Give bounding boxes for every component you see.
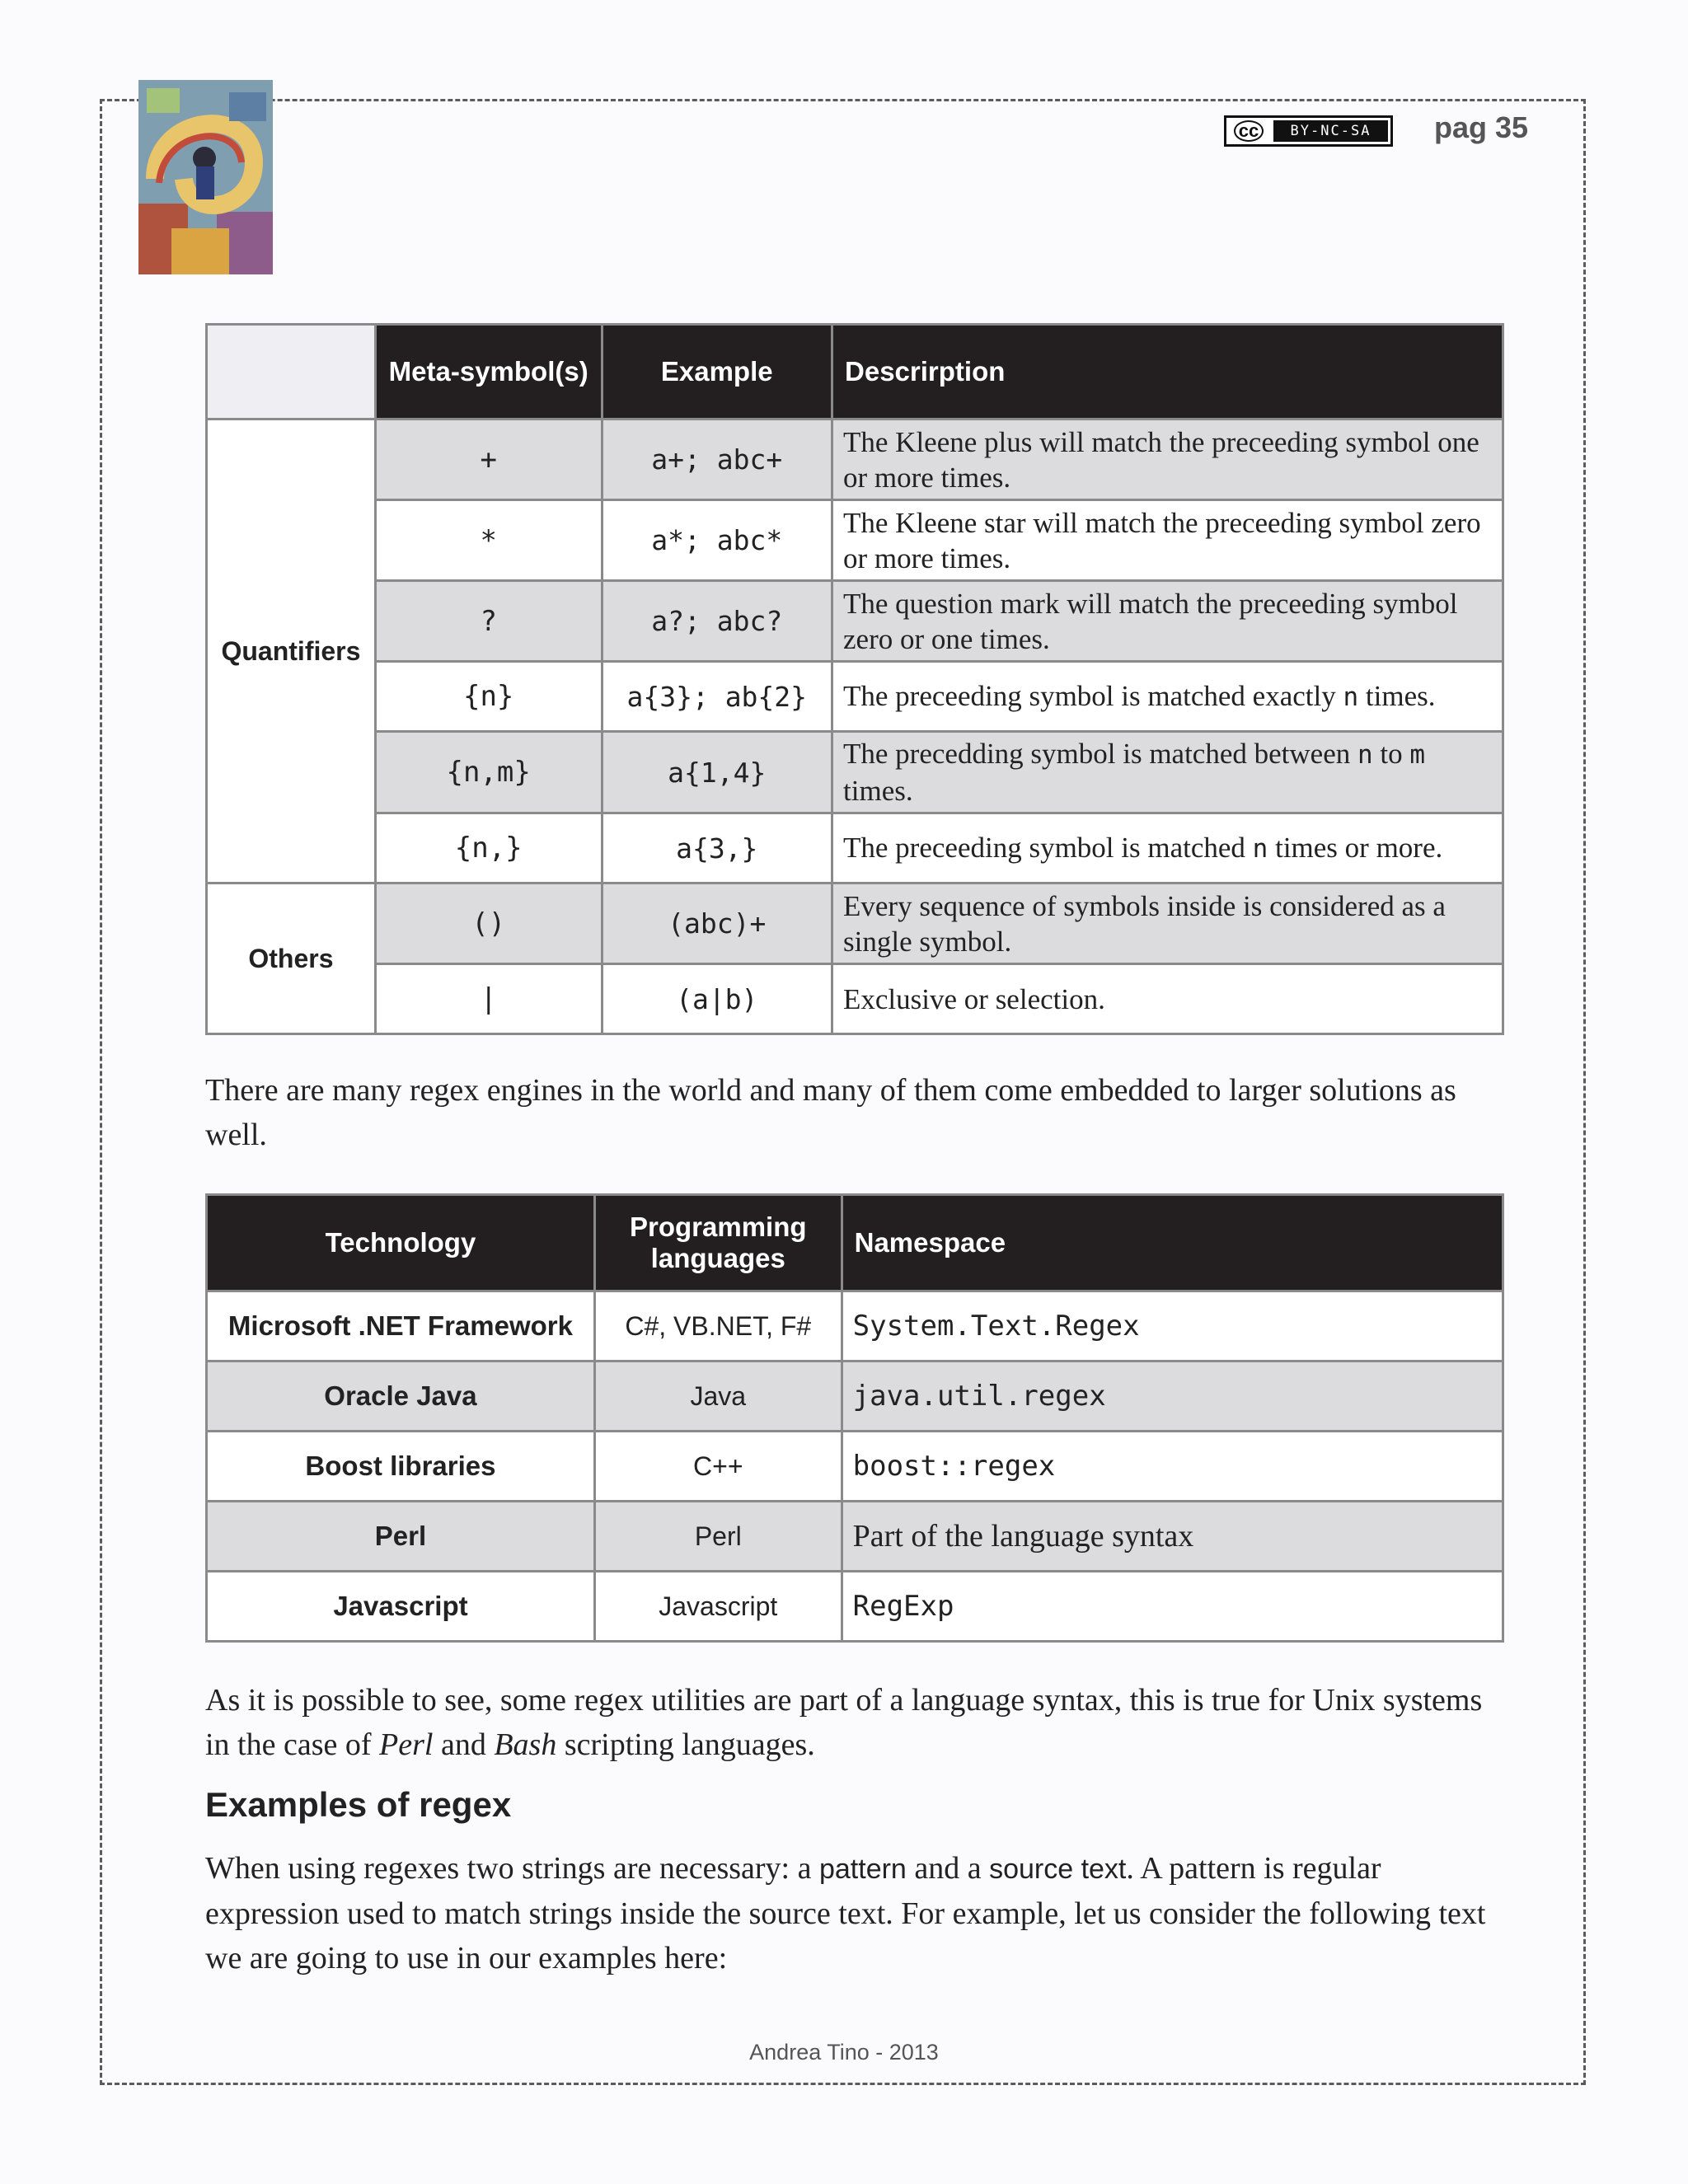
- namespace-cell: Part of the language syntax: [842, 1502, 1503, 1572]
- table-row: [207, 1572, 1503, 1642]
- symbol-cell: (): [375, 883, 602, 964]
- technology-cell: Perl: [207, 1502, 595, 1572]
- example-cell: a?; abc?: [602, 581, 832, 662]
- table-row: [207, 964, 1503, 1034]
- table-header-row: [207, 325, 1503, 419]
- technology-cell: Oracle Java: [207, 1361, 595, 1432]
- symbol-cell: ?: [375, 581, 602, 662]
- group-others: Others: [207, 883, 376, 1034]
- example-cell: a{3}; ab{2}: [602, 662, 832, 732]
- header-corner: [207, 325, 376, 419]
- namespace-cell: boost::regex: [842, 1432, 1503, 1502]
- namespace-cell: java.util.regex: [842, 1361, 1503, 1432]
- description-cell: Every sequence of symbols inside is considered as a single symbol.: [832, 883, 1503, 964]
- example-cell: a{3,}: [602, 813, 832, 883]
- description-cell: The question mark will match the preceeding symbol zero or one times.: [832, 581, 1503, 662]
- header-programming-languages: Programming languages: [594, 1195, 842, 1291]
- namespace-cell: RegExp: [842, 1572, 1503, 1642]
- table-row: [207, 883, 1503, 964]
- license-label: BY-NC-SA: [1273, 120, 1388, 142]
- table-row: [207, 732, 1503, 813]
- technology-cell: Javascript: [207, 1572, 595, 1642]
- regex-engines-table: [205, 1193, 1504, 1643]
- cc-icon: cc: [1226, 118, 1271, 144]
- example-cell: a*; abc*: [602, 500, 832, 581]
- description-cell: The preceeding symbol is matched n times or more.: [832, 813, 1503, 883]
- description-cell: The Kleene star will match the preceeding symbol zero or more times.: [832, 500, 1503, 581]
- symbol-cell: *: [375, 500, 602, 581]
- header-technology: Technology: [207, 1195, 595, 1291]
- example-cell: a{1,4}: [602, 732, 832, 813]
- symbol-cell: +: [375, 419, 602, 500]
- paragraph-examples: When using regexes two strings are necessary: a pattern and a source text. A pattern is regular expression used to match strings inside the source text. For example, let us consider the following text we are going to use in our examples here:: [205, 1851, 1486, 1975]
- header-meta-symbols: Meta-symbol(s): [375, 325, 602, 419]
- table-row: [207, 1361, 1503, 1432]
- header-namespace: Namespace: [842, 1195, 1503, 1291]
- header-example: Example: [602, 325, 832, 419]
- namespace-cell: System.Text.Regex: [842, 1291, 1503, 1361]
- description-cell: Exclusive or selection.: [832, 964, 1503, 1034]
- description-cell: The Kleene plus will match the preceeding symbol one or more times.: [832, 419, 1503, 500]
- paragraph-regex-engines: There are many regex engines in the world and many of them come embedded to larger solutions as well.: [205, 1073, 1456, 1152]
- language-cell: C++: [594, 1432, 842, 1502]
- table-row: [207, 813, 1503, 883]
- table-row: [207, 500, 1503, 581]
- table-row: [207, 1502, 1503, 1572]
- symbol-cell: {n,m}: [375, 732, 602, 813]
- technology-cell: Microsoft .NET Framework: [207, 1291, 595, 1361]
- table-row: [207, 662, 1503, 732]
- example-cell: (a|b): [602, 964, 832, 1034]
- group-quantifiers: Quantifiers: [207, 419, 376, 883]
- symbol-cell: {n,}: [375, 813, 602, 883]
- meta-symbols-table: [205, 323, 1504, 1035]
- table-row: [207, 419, 1503, 500]
- paragraph-language-syntax: As it is possible to see, some regex utilities are part of a language syntax, this is true for Unix systems in the case of Perl and Bash scripting languages.: [205, 1683, 1483, 1762]
- language-cell: Java: [594, 1361, 842, 1432]
- header-description: Descrirption: [832, 325, 1503, 419]
- description-cell: The preceeding symbol is matched exactly n times.: [832, 662, 1503, 732]
- page-number: pag 35: [1434, 110, 1529, 144]
- book-cover-image: [138, 80, 273, 274]
- symbol-cell: {n}: [375, 662, 602, 732]
- page-footer: Andrea Tino - 2013: [749, 2040, 939, 2064]
- section-heading: Examples of regex: [205, 1785, 512, 1824]
- language-cell: Javascript: [594, 1572, 842, 1642]
- table-row: [207, 1432, 1503, 1502]
- example-cell: a+; abc+: [602, 419, 832, 500]
- language-cell: Perl: [594, 1502, 842, 1572]
- symbol-cell: |: [375, 964, 602, 1034]
- table-row: [207, 581, 1503, 662]
- example-cell: (abc)+: [602, 883, 832, 964]
- technology-cell: Boost libraries: [207, 1432, 595, 1502]
- description-cell: The precedding symbol is matched between n to m times.: [832, 732, 1503, 813]
- language-cell: C#, VB.NET, F#: [594, 1291, 842, 1361]
- table-row: [207, 1291, 1503, 1361]
- table-header-row: [207, 1195, 1503, 1291]
- cc-license-badge: [1224, 115, 1393, 147]
